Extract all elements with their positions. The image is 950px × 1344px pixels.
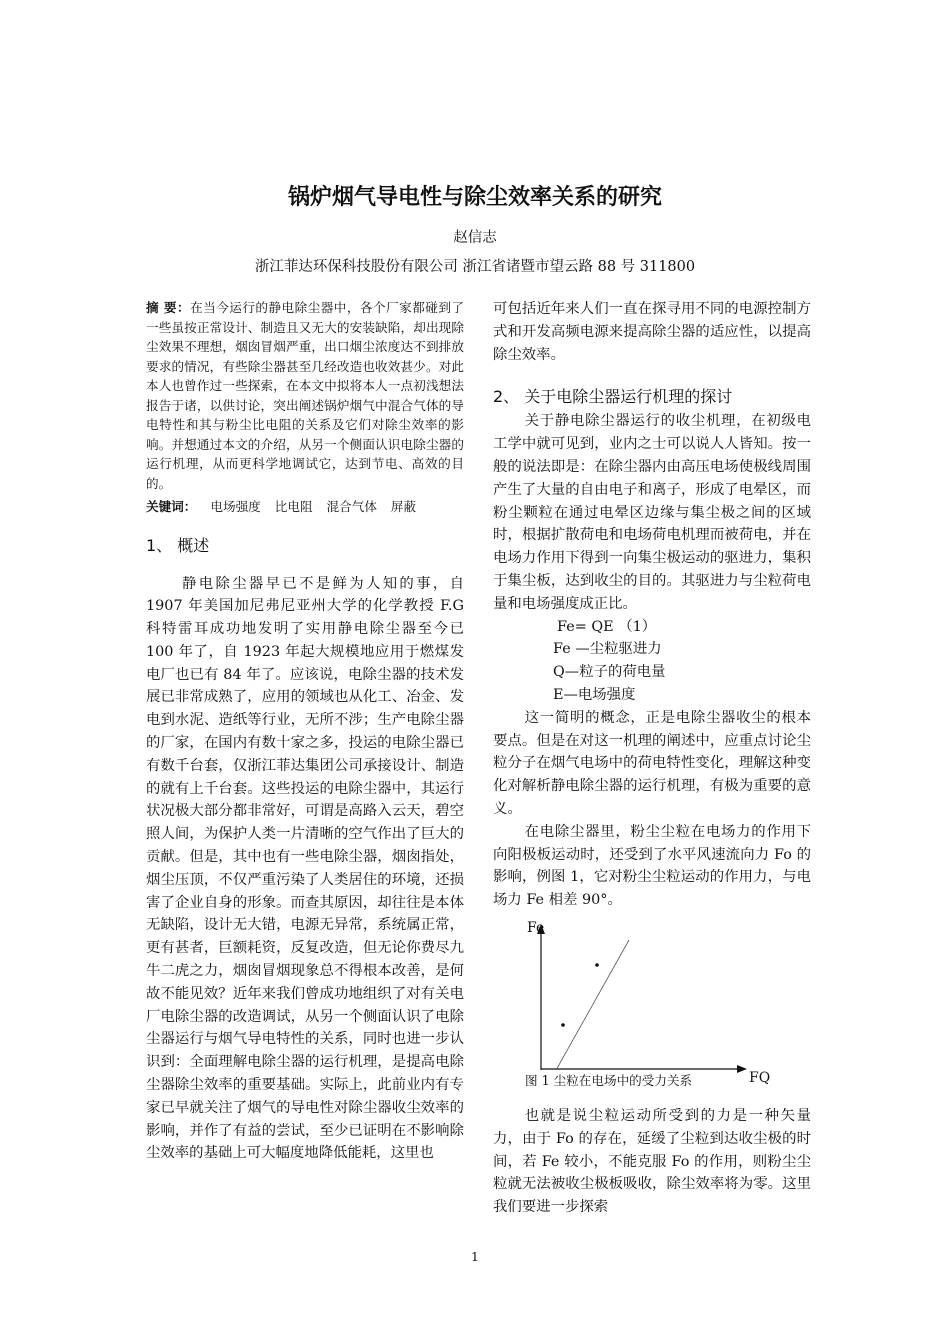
formula-1: Fe= QE （1）: [557, 618, 657, 635]
author: 赵信志: [453, 230, 497, 246]
figure-x-label: FQ: [749, 1069, 771, 1086]
section-1-heading: 1、 概述: [146, 535, 210, 555]
section-2-heading: 2、 关于电除尘器运行机理的探讨: [493, 387, 733, 407]
section-2-paragraph-2: 这一简明的概念，正是电除尘器收尘的根本要点。但是在对这一机理的阐述中，应重点讨论尘粒分子在烟气电场中的荷电特性变化，理解这种变化对解析静电除尘器的运行机理，有极为重要的意义。: [493, 709, 811, 817]
diagonal-line: [546, 940, 629, 1088]
page-number: 1: [471, 1250, 479, 1264]
particle-point: [595, 963, 599, 967]
keyword: 电场强度: [210, 499, 261, 514]
keywords-label: 关键词：: [146, 499, 197, 514]
keyword: 混合气体: [326, 499, 377, 514]
keyword: 屏蔽: [390, 499, 417, 514]
right-column: [493, 298, 811, 1219]
section-2-paragraph-4: 也就是说尘粒运动所受到的力是一种矢量力，由于 Fo 的存在，延缓了尘粒到达收尘极的时间，若 Fe 较小，不能克服 Fo 的作用，则粉尘尘粒就无法被收尘极板吸收，除尘效率将为零。这里我们要进一步探索: [493, 1107, 811, 1216]
figure-y-label: Fe: [527, 919, 545, 936]
formula-definition: Fe —尘粒驱进力: [553, 641, 662, 658]
keywords: [146, 497, 464, 517]
keyword: 比电阻: [274, 499, 313, 514]
abstract-text: 在当今运行的静电除尘器中，各个厂家都碰到了一些虽按正常设计、制造且又无大的安装缺陷，却出现除尘效果不理想，烟囱冒烟严重，出口烟尘浓度达不到排放要求的情况，有些除尘器甚至几经改造也收效甚少。对此本人也曾作过一些探索，在本文中拟将本人一点初浅想法报告于诸，以供讨论，突出阐述锅炉烟气中混合气体的导电特性和其与粉尘比电阻的关系及它们对除尘效率的影响。并想通过本文的介绍，从另一个侧面认识电除尘器的运行机理，从而更科学地调试它，达到节电、高效的目的。: [146, 300, 464, 491]
affiliation: 浙江菲达环保科技股份有限公司 浙江省诸暨市望云路 88 号 311800: [254, 259, 696, 275]
figure-caption: 图 1 尘粒在电场中的受力关系: [525, 1070, 692, 1089]
abstract-label: 摘 要：: [146, 300, 191, 315]
formula-definition: Q—粒子的荷电量: [553, 664, 666, 681]
section-1-continuation: 可包括近年来人们一直在探寻用不同的电源控制方式和开发高频电源来提高除尘器的适应性，以提高除尘效率。: [493, 301, 811, 363]
left-column: [146, 298, 464, 1165]
section-2-paragraph-3: 在电除尘器里，粉尘尘粒在电场力的作用下向阳极板运动时，还受到了水平风速流向力 Fo 的影响，例图 1，它对粉尘尘粒运动的作用力，与电场力 Fe 相差 90°。: [493, 823, 811, 909]
x-axis-arrow: [737, 1065, 747, 1073]
force-diagram: [493, 920, 811, 1095]
formula-definition: E—电场强度: [553, 686, 636, 703]
particle-point: [561, 1023, 565, 1027]
abstract: [146, 298, 464, 493]
paper-title: 锅炉烟气导电性与除尘效率关系的研究: [287, 185, 662, 210]
section-1-paragraph: 静电除尘器早已不是鲜为人知的事，自 1907 年美国加尼弗尼亚州大学的化学教授 F.G 科特雷耳成功地发明了实用静电除尘器至今已 100 年了，自 1923 年起大规模地应用于燃煤发电厂也已有 84 年了。应该说，电除尘器的技术发展已非常成熟了，应用的领域也从化工、冶金、发电到水泥、造纸等行业，无所不涉；生产电除尘器的厂家，在国内有数十家之多，投运的电除尘器已有数千台套，仅浙江菲达集团公司承接设计、制造的就有上千台套。这些投运的电除尘器中，其运行状况极大部分都非常好，可谓是高路入云天，碧空照人间，为保护人类一片清晰的空气作出了巨大的贡献。但是，其中也有一些电除尘器，烟囱指处，烟尘压顶，不仅严重污染了人类居住的环境，还损害了企业自身的形象。而查其原因，却往往是本体无缺陷，设计无大错，电源无异常，系统属正常，更有甚者，巨额耗资，反复改造，但无论你费尽九牛二虎之力，烟囱冒烟现象总不得根本改善，是何故不能见效？近年来我们曾成功地组织了对有关电厂电除尘器的改造调试，从另一个侧面认识了电除尘器运行与烟气导电特性的关系，同时也进一步认识到：全面理解电除尘器的运行机理，是提高电除尘器除尘效率的重要基础。实际上，此前业内有专家已早就关注了烟气的导电性对除尘器收尘效率的影响，并作了有益的尝试，至少已证明在不影响除尘效率的基础上可大幅度地降低能耗，这里也: [146, 575, 464, 1162]
figure-1: [493, 920, 811, 1095]
section-2-paragraph-1: 关于静电除尘器运行的收尘机理，在初级电工学中就可见到，业内之士可以说人人皆知。按一般的说法即是：在除尘器内由高压电场使极线周围产生了大量的自由电子和离子，形成了电晕区，而粉尘颗粒在通过电晕区边缘与集尘极之间的区域时，根据扩散荷电和电场荷电机理而被荷电，并在电场力作用下得到一向集尘极运动的驱进力，集积于集尘板，达到收尘的目的。其驱进力与尘粒荷电量和电场强度成正比。: [493, 413, 811, 612]
